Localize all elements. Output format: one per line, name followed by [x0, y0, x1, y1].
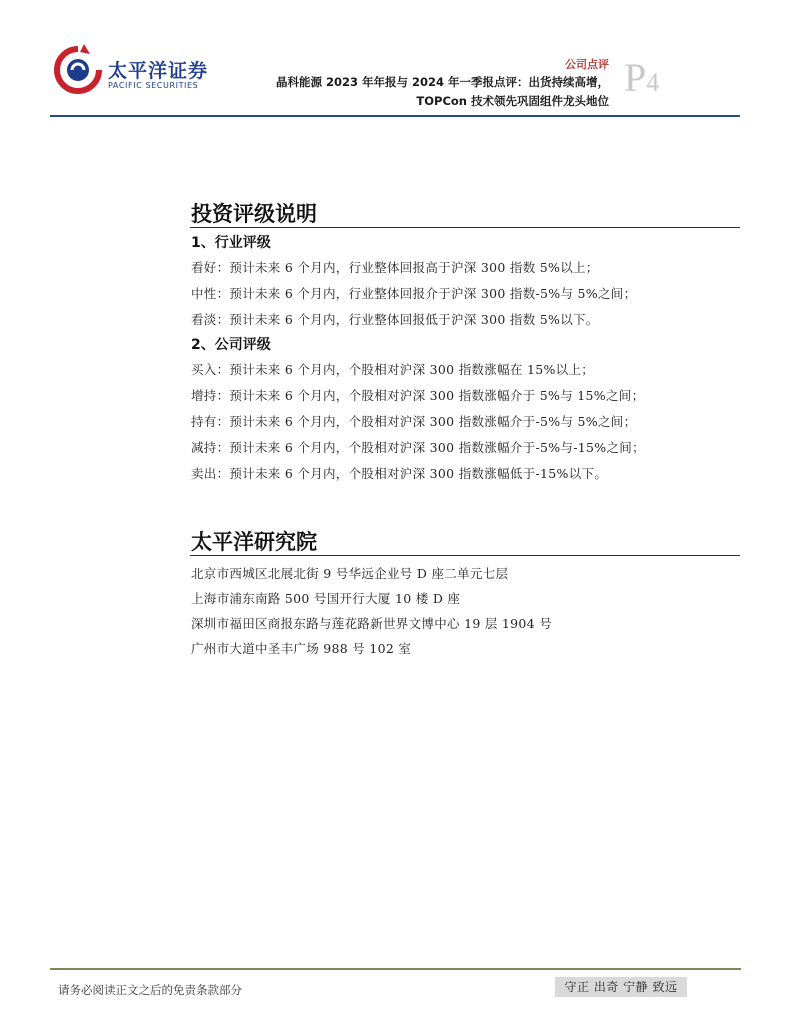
logo-chinese-name: 太平洋证券 — [108, 60, 209, 82]
company-rating-line: 增持：预计未来 6 个月内，个股相对沪深 300 指数涨幅介于 5%与 15%之间； — [191, 388, 645, 403]
page-letter: P — [624, 55, 647, 100]
institute-address: 北京市西城区北展北街 9 号华远企业号 D 座二单元七层 — [191, 566, 509, 581]
institute-section-divider — [190, 555, 740, 556]
institute-address: 上海市浦东南路 500 号国开行大厦 10 楼 D 座 — [191, 591, 461, 606]
footer-divider — [50, 968, 741, 970]
pacific-securities-logo-icon — [50, 40, 106, 96]
company-rating-line: 减持：预计未来 6 个月内，个股相对沪深 300 指数涨幅介于-5%与-15%之间； — [191, 440, 645, 455]
company-rating-line: 卖出：预计未来 6 个月内，个股相对沪深 300 指数涨幅低于-15%以下。 — [191, 466, 608, 481]
industry-rating-line: 中性：预计未来 6 个月内，行业整体回报介于沪深 300 指数-5%与 5%之间； — [191, 286, 637, 301]
institute-address: 深圳市福田区商报东路与莲花路新世界文博中心 19 层 1904 号 — [191, 616, 553, 631]
industry-rating-line: 看淡：预计未来 6 个月内，行业整体回报低于沪深 300 指数 5%以下。 — [191, 312, 599, 327]
rating-section-divider — [190, 227, 740, 228]
header-divider — [50, 115, 740, 117]
report-category: 公司点评 — [565, 58, 609, 71]
institute-address: 广州市大道中圣丰广场 988 号 102 室 — [191, 641, 412, 656]
company-rating-line: 持有：预计未来 6 个月内，个股相对沪深 300 指数涨幅介于-5%与 5%之间； — [191, 414, 637, 429]
company-motto: 守正 出奇 宁静 致远 — [555, 977, 687, 997]
report-title-line-2: TOPCon 技术领先巩固组件龙头地位 — [416, 94, 609, 108]
rating-section-title: 投资评级说明 — [191, 202, 317, 226]
page-number-value: 4 — [646, 68, 660, 97]
logo-english-name: PACIFIC SECURITIES — [108, 81, 199, 90]
company-rating-line: 买入：预计未来 6 个月内，个股相对沪深 300 指数涨幅在 15%以上； — [191, 362, 595, 377]
industry-rating-line: 看好：预计未来 6 个月内，行业整体回报高于沪深 300 指数 5%以上； — [191, 260, 599, 275]
company-logo — [50, 40, 220, 100]
institute-section-title: 太平洋研究院 — [191, 530, 317, 554]
disclaimer-note: 请务必阅读正文之后的免责条款部分 — [58, 983, 242, 997]
report-title-line-1: 晶科能源 2023 年年报与 2024 年一季报点评：出货持续高增， — [275, 75, 609, 89]
industry-rating-title: 1、行业评级 — [191, 235, 271, 251]
page-number — [624, 55, 660, 100]
company-rating-title: 2、公司评级 — [191, 337, 271, 353]
